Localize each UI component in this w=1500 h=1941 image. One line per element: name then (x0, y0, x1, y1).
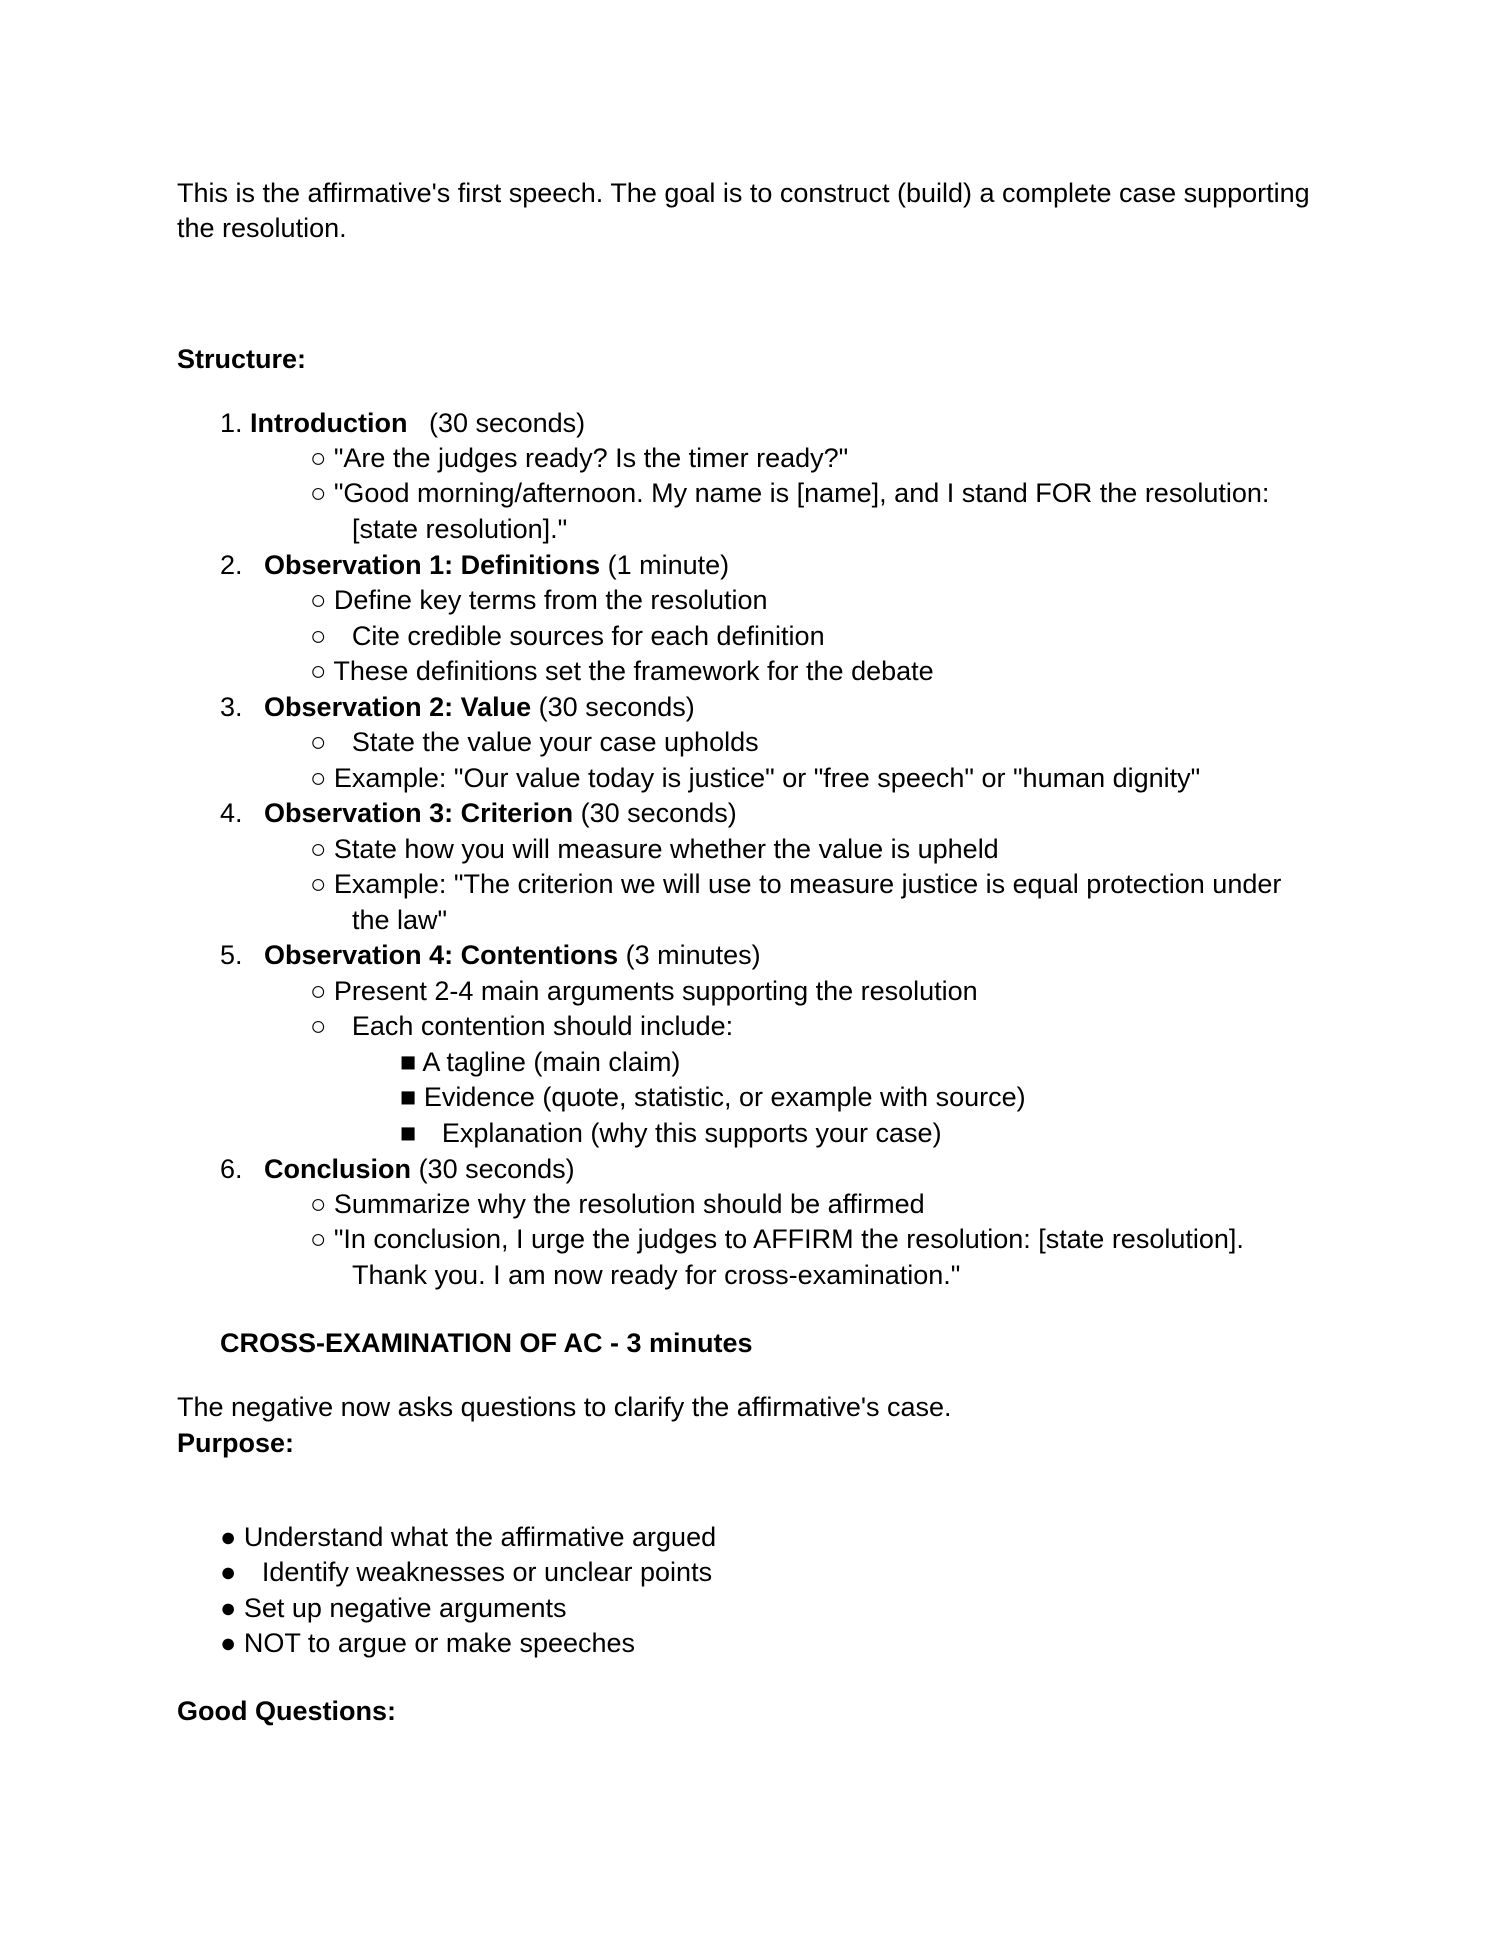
sub-item: ○ These definitions set the framework for the debate (310, 656, 934, 686)
sub-sub-item: ■ Evidence (quote, statistic, or example with source) (400, 1082, 1026, 1112)
purpose-heading: Purpose: (177, 1428, 295, 1458)
item-title: Observation 1: Definitions (264, 550, 601, 580)
square-bullet-icon: ■ (400, 1118, 417, 1148)
item-title: Conclusion (264, 1154, 412, 1184)
item-title: Observation 3: Criterion (264, 798, 574, 828)
list-item-introduction (220, 406, 585, 440)
circle-bullet-icon: ○ (310, 1224, 327, 1254)
circle-bullet-icon: ○ (310, 656, 327, 686)
list-item-contentions (220, 938, 761, 972)
item-time: (30 seconds) (429, 408, 586, 438)
item-number: 5. (220, 940, 243, 970)
item-title: Observation 2: Value (264, 692, 532, 722)
bullet-icon: ● (220, 1557, 237, 1587)
item-title: Introduction (250, 408, 408, 438)
item-number: 2. (220, 550, 243, 580)
circle-bullet-icon: ○ (310, 727, 327, 757)
good-questions-heading: Good Questions: (177, 1696, 396, 1726)
item-title: Observation 4: Contentions (264, 940, 619, 970)
item-time: (30 seconds) (418, 1154, 575, 1184)
item-number: 6. (220, 1154, 243, 1184)
item-time: (30 seconds) (580, 798, 737, 828)
intro-line-2: the resolution. (177, 213, 347, 243)
purpose-item: ● NOT to argue or make speeches (220, 1628, 636, 1658)
list-item-conclusion (220, 1152, 575, 1186)
sub-item: ○ Present 2-4 main arguments supporting the resolution (310, 976, 978, 1006)
structure-heading: Structure: (177, 344, 307, 374)
list-item-definitions (220, 548, 729, 582)
item-number: 3. (220, 692, 243, 722)
bullet-icon: ● (220, 1628, 237, 1658)
bullet-icon: ● (220, 1522, 237, 1552)
circle-bullet-icon: ○ (310, 763, 327, 793)
item-time: (3 minutes) (625, 940, 761, 970)
list-item-value (220, 690, 695, 724)
sub-item: ○ Summarize why the resolution should be affirmed (310, 1189, 925, 1219)
circle-bullet-icon: ○ (310, 621, 327, 651)
bullet-icon: ● (220, 1593, 237, 1623)
item-number: 4. (220, 798, 243, 828)
circle-bullet-icon: ○ (310, 976, 327, 1006)
list-item-criterion (220, 796, 737, 830)
purpose-item: ● Understand what the affirmative argued (220, 1522, 717, 1552)
sub-item: ○ State the value your case upholds (310, 727, 759, 757)
sub-item: ○ "In conclusion, I urge the judges to AFFIRM the resolution: [state resolution]. (310, 1224, 1244, 1254)
sub-sub-item: ■ A tagline (main claim) (400, 1047, 681, 1077)
sub-item: ○ Example: "The criterion we will use to measure justice is equal protection under (310, 869, 1282, 899)
sub-item-continuation: [state resolution]." (352, 514, 568, 544)
sub-item: ○ Cite credible sources for each definition (310, 621, 825, 651)
circle-bullet-icon: ○ (310, 443, 327, 473)
sub-item: ○ Example: "Our value today is justice" or "free speech" or "human dignity" (310, 763, 1201, 793)
square-bullet-icon: ■ (400, 1082, 417, 1112)
circle-bullet-icon: ○ (310, 869, 327, 899)
circle-bullet-icon: ○ (310, 585, 327, 615)
sub-item-continuation: Thank you. I am now ready for cross-examination." (352, 1260, 961, 1290)
circle-bullet-icon: ○ (310, 834, 327, 864)
square-bullet-icon: ■ (400, 1047, 417, 1077)
cross-exam-description: The negative now asks questions to clarify the affirmative's case. (177, 1392, 952, 1422)
item-time: (30 seconds) (538, 692, 695, 722)
purpose-item: ● Set up negative arguments (220, 1593, 567, 1623)
sub-item: ○ Define key terms from the resolution (310, 585, 768, 615)
circle-bullet-icon: ○ (310, 478, 327, 508)
sub-item: ○ "Good morning/afternoon. My name is [name], and I stand FOR the resolution: (310, 478, 1270, 508)
item-time: (1 minute) (607, 550, 730, 580)
intro-line-1: This is the affirmative's first speech. The goal is to construct (build) a complete case supporting (177, 178, 1310, 208)
cross-exam-heading: CROSS-EXAMINATION OF AC - 3 minutes (220, 1328, 753, 1358)
sub-item: ○ Each contention should include: (310, 1011, 734, 1041)
circle-bullet-icon: ○ (310, 1011, 327, 1041)
sub-item-continuation: the law" (352, 905, 448, 935)
purpose-item: ● Identify weaknesses or unclear points (220, 1557, 713, 1587)
item-number: 1. (220, 408, 243, 438)
sub-sub-item: ■ Explanation (why this supports your case) (400, 1118, 942, 1148)
sub-item: ○ "Are the judges ready? Is the timer ready?" (310, 443, 849, 473)
sub-item: ○ State how you will measure whether the value is upheld (310, 834, 999, 864)
circle-bullet-icon: ○ (310, 1189, 327, 1219)
